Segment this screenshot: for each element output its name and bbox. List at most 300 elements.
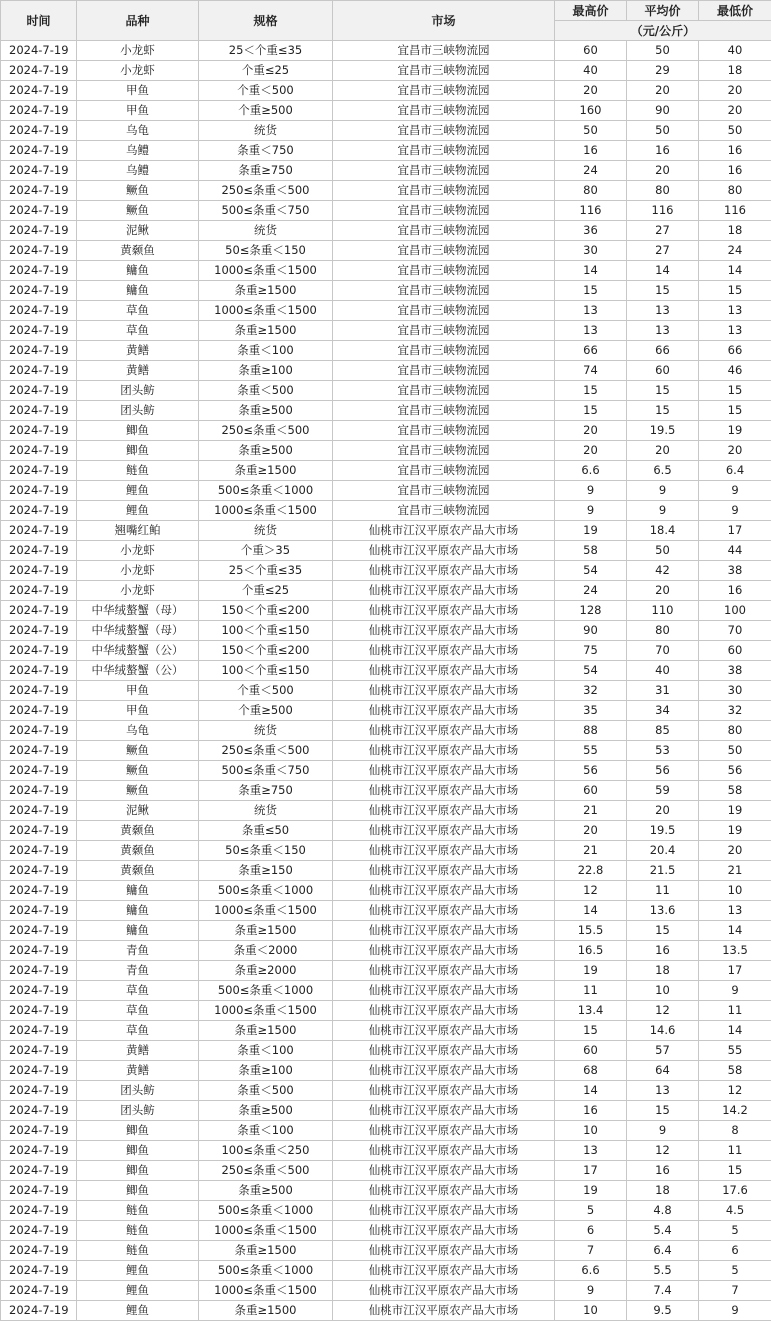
market-cell: 仙桃市江汉平原农产品大市场 [333,761,555,781]
max-price-cell: 19 [555,521,627,541]
market-cell: 仙桃市江汉平原农产品大市场 [333,1181,555,1201]
variety-cell: 黄鳝 [77,1061,199,1081]
date-cell: 2024-7-19 [1,981,77,1001]
min-price-cell: 18 [699,221,771,241]
table-row [1,721,771,741]
min-price-cell: 19 [699,421,771,441]
table-row [1,101,771,121]
spec-cell: 条重≥1500 [199,1021,333,1041]
variety-cell: 鲫鱼 [77,1141,199,1161]
avg-price-cell: 12 [627,1001,699,1021]
spec-cell: 条重≥1500 [199,1301,333,1321]
date-cell: 2024-7-19 [1,1121,77,1141]
market-cell: 宜昌市三峡物流园 [333,261,555,281]
header-market: 市场 [333,1,555,41]
market-cell: 宜昌市三峡物流园 [333,341,555,361]
min-price-cell: 56 [699,761,771,781]
min-price-cell: 19 [699,801,771,821]
avg-price-cell: 59 [627,781,699,801]
market-cell: 宜昌市三峡物流园 [333,381,555,401]
market-cell: 仙桃市江汉平原农产品大市场 [333,941,555,961]
spec-cell: 150＜个重≤200 [199,641,333,661]
date-cell: 2024-7-19 [1,1101,77,1121]
spec-cell: 条重≥2000 [199,961,333,981]
market-cell: 仙桃市江汉平原农产品大市场 [333,881,555,901]
max-price-cell: 6 [555,1221,627,1241]
spec-cell: 条重≥750 [199,161,333,181]
date-cell: 2024-7-19 [1,761,77,781]
header-max-price: 最高价 [555,1,627,21]
min-price-cell: 50 [699,741,771,761]
date-cell: 2024-7-19 [1,161,77,181]
max-price-cell: 5 [555,1201,627,1221]
variety-cell: 黄鳝 [77,361,199,381]
min-price-cell: 80 [699,721,771,741]
date-cell: 2024-7-19 [1,821,77,841]
table-row [1,221,771,241]
market-cell: 宜昌市三峡物流园 [333,421,555,441]
spec-cell: 500≤条重＜1000 [199,981,333,1001]
min-price-cell: 15 [699,281,771,301]
avg-price-cell: 31 [627,681,699,701]
avg-price-cell: 16 [627,1161,699,1181]
spec-cell: 条重＜100 [199,341,333,361]
avg-price-cell: 66 [627,341,699,361]
spec-cell: 250≤条重＜500 [199,181,333,201]
table-row [1,701,771,721]
table-row [1,641,771,661]
market-cell: 仙桃市江汉平原农产品大市场 [333,1101,555,1121]
market-cell: 仙桃市江汉平原农产品大市场 [333,981,555,1001]
spec-cell: 统货 [199,121,333,141]
variety-cell: 团头鲂 [77,401,199,421]
market-cell: 仙桃市江汉平原农产品大市场 [333,1081,555,1101]
spec-cell: 100＜个重≤150 [199,661,333,681]
spec-cell: 条重≥1500 [199,461,333,481]
table-row [1,301,771,321]
market-cell: 仙桃市江汉平原农产品大市场 [333,1281,555,1301]
spec-cell: 统货 [199,801,333,821]
spec-cell: 条重≥100 [199,361,333,381]
avg-price-cell: 20 [627,441,699,461]
min-price-cell: 16 [699,141,771,161]
avg-price-cell: 19.5 [627,821,699,841]
min-price-cell: 38 [699,661,771,681]
spec-cell: 条重＜500 [199,381,333,401]
variety-cell: 鲫鱼 [77,1181,199,1201]
market-cell: 仙桃市江汉平原农产品大市场 [333,1201,555,1221]
spec-cell: 条重≤50 [199,821,333,841]
max-price-cell: 13.4 [555,1001,627,1021]
date-cell: 2024-7-19 [1,1261,77,1281]
market-cell: 仙桃市江汉平原农产品大市场 [333,1161,555,1181]
date-cell: 2024-7-19 [1,1241,77,1261]
min-price-cell: 14 [699,1021,771,1041]
max-price-cell: 16.5 [555,941,627,961]
spec-cell: 统货 [199,721,333,741]
market-cell: 仙桃市江汉平原农产品大市场 [333,901,555,921]
market-cell: 仙桃市江汉平原农产品大市场 [333,741,555,761]
table-row [1,161,771,181]
max-price-cell: 60 [555,1041,627,1061]
min-price-cell: 6 [699,1241,771,1261]
max-price-cell: 20 [555,421,627,441]
date-cell: 2024-7-19 [1,501,77,521]
variety-cell: 草鱼 [77,981,199,1001]
table-row [1,141,771,161]
avg-price-cell: 4.8 [627,1201,699,1221]
max-price-cell: 116 [555,201,627,221]
market-cell: 仙桃市江汉平原农产品大市场 [333,1061,555,1081]
spec-cell: 1000≤条重＜1500 [199,1001,333,1021]
avg-price-cell: 9 [627,481,699,501]
min-price-cell: 13 [699,901,771,921]
max-price-cell: 32 [555,681,627,701]
market-cell: 宜昌市三峡物流园 [333,81,555,101]
date-cell: 2024-7-19 [1,621,77,641]
table-row [1,1101,771,1121]
date-cell: 2024-7-19 [1,561,77,581]
date-cell: 2024-7-19 [1,1041,77,1061]
table-row [1,1041,771,1061]
table-row [1,461,771,481]
max-price-cell: 19 [555,961,627,981]
variety-cell: 小龙虾 [77,561,199,581]
avg-price-cell: 70 [627,641,699,661]
max-price-cell: 20 [555,81,627,101]
spec-cell: 500≤条重＜1000 [199,1261,333,1281]
min-price-cell: 16 [699,161,771,181]
avg-price-cell: 13 [627,301,699,321]
variety-cell: 鲢鱼 [77,461,199,481]
min-price-cell: 46 [699,361,771,381]
avg-price-cell: 85 [627,721,699,741]
date-cell: 2024-7-19 [1,101,77,121]
max-price-cell: 58 [555,541,627,561]
avg-price-cell: 15 [627,921,699,941]
date-cell: 2024-7-19 [1,1201,77,1221]
date-cell: 2024-7-19 [1,81,77,101]
min-price-cell: 30 [699,681,771,701]
min-price-cell: 13 [699,301,771,321]
header-date: 时间 [1,1,77,41]
variety-cell: 鳙鱼 [77,901,199,921]
avg-price-cell: 13 [627,1081,699,1101]
table-row [1,261,771,281]
header-min-price: 最低价 [699,1,771,21]
min-price-cell: 14.2 [699,1101,771,1121]
min-price-cell: 58 [699,1061,771,1081]
min-price-cell: 58 [699,781,771,801]
date-cell: 2024-7-19 [1,1181,77,1201]
avg-price-cell: 6.5 [627,461,699,481]
variety-cell: 黄颡鱼 [77,821,199,841]
variety-cell: 鲤鱼 [77,1301,199,1321]
variety-cell: 草鱼 [77,1021,199,1041]
spec-cell: 500≤条重＜750 [199,761,333,781]
min-price-cell: 60 [699,641,771,661]
date-cell: 2024-7-19 [1,721,77,741]
market-cell: 宜昌市三峡物流园 [333,121,555,141]
table-row [1,1201,771,1221]
max-price-cell: 17 [555,1161,627,1181]
avg-price-cell: 15 [627,1101,699,1121]
table-row [1,941,771,961]
min-price-cell: 16 [699,581,771,601]
market-cell: 仙桃市江汉平原农产品大市场 [333,1261,555,1281]
min-price-cell: 14 [699,921,771,941]
min-price-cell: 9 [699,981,771,1001]
table-row [1,121,771,141]
avg-price-cell: 57 [627,1041,699,1061]
min-price-cell: 8 [699,1121,771,1141]
table-row [1,1121,771,1141]
avg-price-cell: 9 [627,501,699,521]
table-row [1,961,771,981]
avg-price-cell: 56 [627,761,699,781]
spec-cell: 条重＜100 [199,1121,333,1141]
table-row [1,921,771,941]
date-cell: 2024-7-19 [1,641,77,661]
date-cell: 2024-7-19 [1,741,77,761]
variety-cell: 中华绒螯蟹（公） [77,641,199,661]
date-cell: 2024-7-19 [1,121,77,141]
variety-cell: 青鱼 [77,941,199,961]
max-price-cell: 21 [555,841,627,861]
table-row [1,1301,771,1321]
max-price-cell: 16 [555,141,627,161]
table-row [1,341,771,361]
table-row [1,181,771,201]
spec-cell: 个重＞35 [199,541,333,561]
avg-price-cell: 40 [627,661,699,681]
market-cell: 仙桃市江汉平原农产品大市场 [333,1221,555,1241]
max-price-cell: 13 [555,321,627,341]
spec-cell: 条重≥100 [199,1061,333,1081]
market-cell: 仙桃市江汉平原农产品大市场 [333,1301,555,1321]
max-price-cell: 55 [555,741,627,761]
header-price-unit: （元/公斤） [555,21,771,41]
table-row [1,401,771,421]
table-row [1,781,771,801]
max-price-cell: 14 [555,261,627,281]
variety-cell: 黄颡鱼 [77,861,199,881]
date-cell: 2024-7-19 [1,661,77,681]
spec-cell: 个重≤25 [199,61,333,81]
header-spec: 规格 [199,1,333,41]
variety-cell: 鳜鱼 [77,741,199,761]
variety-cell: 小龙虾 [77,41,199,61]
max-price-cell: 15 [555,281,627,301]
min-price-cell: 13 [699,321,771,341]
market-cell: 仙桃市江汉平原农产品大市场 [333,861,555,881]
market-cell: 仙桃市江汉平原农产品大市场 [333,961,555,981]
min-price-cell: 15 [699,381,771,401]
max-price-cell: 36 [555,221,627,241]
date-cell: 2024-7-19 [1,601,77,621]
max-price-cell: 60 [555,781,627,801]
variety-cell: 乌龟 [77,121,199,141]
date-cell: 2024-7-19 [1,941,77,961]
market-cell: 宜昌市三峡物流园 [333,301,555,321]
market-cell: 仙桃市江汉平原农产品大市场 [333,601,555,621]
table-row [1,861,771,881]
table-row [1,201,771,221]
variety-cell: 鲫鱼 [77,1161,199,1181]
variety-cell: 鲫鱼 [77,1121,199,1141]
min-price-cell: 50 [699,121,771,141]
avg-price-cell: 9.5 [627,1301,699,1321]
avg-price-cell: 18 [627,961,699,981]
market-cell: 仙桃市江汉平原农产品大市场 [333,781,555,801]
table-row [1,741,771,761]
spec-cell: 150＜个重≤200 [199,601,333,621]
spec-cell: 条重≥750 [199,781,333,801]
table-row [1,581,771,601]
spec-cell: 条重＜500 [199,1081,333,1101]
avg-price-cell: 7.4 [627,1281,699,1301]
variety-cell: 泥鳅 [77,801,199,821]
date-cell: 2024-7-19 [1,901,77,921]
date-cell: 2024-7-19 [1,1001,77,1021]
max-price-cell: 14 [555,901,627,921]
spec-cell: 1000≤条重＜1500 [199,301,333,321]
spec-cell: 1000≤条重＜1500 [199,1221,333,1241]
date-cell: 2024-7-19 [1,481,77,501]
market-cell: 宜昌市三峡物流园 [333,401,555,421]
date-cell: 2024-7-19 [1,541,77,561]
max-price-cell: 12 [555,881,627,901]
min-price-cell: 9 [699,501,771,521]
table-row [1,1001,771,1021]
spec-cell: 1000≤条重＜1500 [199,901,333,921]
max-price-cell: 16 [555,1101,627,1121]
max-price-cell: 20 [555,441,627,461]
table-row [1,901,771,921]
max-price-cell: 7 [555,1241,627,1261]
max-price-cell: 9 [555,481,627,501]
spec-cell: 条重≥1500 [199,281,333,301]
variety-cell: 乌龟 [77,721,199,741]
variety-cell: 鳙鱼 [77,261,199,281]
market-cell: 仙桃市江汉平原农产品大市场 [333,561,555,581]
min-price-cell: 21 [699,861,771,881]
avg-price-cell: 29 [627,61,699,81]
avg-price-cell: 20 [627,161,699,181]
market-cell: 仙桃市江汉平原农产品大市场 [333,661,555,681]
max-price-cell: 24 [555,581,627,601]
date-cell: 2024-7-19 [1,181,77,201]
variety-cell: 青鱼 [77,961,199,981]
avg-price-cell: 20 [627,81,699,101]
date-cell: 2024-7-19 [1,841,77,861]
min-price-cell: 20 [699,841,771,861]
min-price-cell: 38 [699,561,771,581]
min-price-cell: 5 [699,1221,771,1241]
table-row [1,481,771,501]
date-cell: 2024-7-19 [1,61,77,81]
date-cell: 2024-7-19 [1,421,77,441]
max-price-cell: 21 [555,801,627,821]
max-price-cell: 10 [555,1301,627,1321]
avg-price-cell: 80 [627,621,699,641]
variety-cell: 小龙虾 [77,541,199,561]
date-cell: 2024-7-19 [1,581,77,601]
table-row [1,1241,771,1261]
market-cell: 宜昌市三峡物流园 [333,361,555,381]
variety-cell: 鳜鱼 [77,201,199,221]
spec-cell: 条重≥1500 [199,1241,333,1261]
variety-cell: 团头鲂 [77,1101,199,1121]
table-row [1,801,771,821]
table-row [1,1221,771,1241]
avg-price-cell: 15 [627,401,699,421]
max-price-cell: 68 [555,1061,627,1081]
variety-cell: 草鱼 [77,1001,199,1021]
avg-price-cell: 42 [627,561,699,581]
max-price-cell: 15 [555,381,627,401]
avg-price-cell: 14.6 [627,1021,699,1041]
market-cell: 宜昌市三峡物流园 [333,221,555,241]
variety-cell: 小龙虾 [77,61,199,81]
table-row [1,821,771,841]
max-price-cell: 50 [555,121,627,141]
min-price-cell: 20 [699,441,771,461]
market-cell: 仙桃市江汉平原农产品大市场 [333,681,555,701]
avg-price-cell: 16 [627,141,699,161]
min-price-cell: 55 [699,1041,771,1061]
avg-price-cell: 13 [627,321,699,341]
avg-price-cell: 18 [627,1181,699,1201]
spec-cell: 条重≥500 [199,1101,333,1121]
variety-cell: 黄鳝 [77,341,199,361]
variety-cell: 黄颡鱼 [77,241,199,261]
max-price-cell: 14 [555,1081,627,1101]
min-price-cell: 18 [699,61,771,81]
date-cell: 2024-7-19 [1,1141,77,1161]
spec-cell: 500≤条重＜1000 [199,1201,333,1221]
min-price-cell: 17 [699,521,771,541]
market-cell: 仙桃市江汉平原农产品大市场 [333,921,555,941]
market-cell: 宜昌市三峡物流园 [333,481,555,501]
market-cell: 宜昌市三峡物流园 [333,61,555,81]
market-cell: 仙桃市江汉平原农产品大市场 [333,521,555,541]
variety-cell: 鲢鱼 [77,1201,199,1221]
avg-price-cell: 50 [627,41,699,61]
date-cell: 2024-7-19 [1,1081,77,1101]
min-price-cell: 9 [699,481,771,501]
max-price-cell: 9 [555,501,627,521]
spec-cell: 25＜个重≤35 [199,561,333,581]
spec-cell: 个重＜500 [199,681,333,701]
min-price-cell: 100 [699,601,771,621]
variety-cell: 草鱼 [77,321,199,341]
variety-cell: 鲫鱼 [77,421,199,441]
market-cell: 宜昌市三峡物流园 [333,41,555,61]
table-row [1,1081,771,1101]
spec-cell: 1000≤条重＜1500 [199,261,333,281]
market-cell: 宜昌市三峡物流园 [333,321,555,341]
market-cell: 仙桃市江汉平原农产品大市场 [333,621,555,641]
min-price-cell: 14 [699,261,771,281]
avg-price-cell: 50 [627,541,699,561]
market-cell: 宜昌市三峡物流园 [333,241,555,261]
date-cell: 2024-7-19 [1,1301,77,1321]
market-cell: 宜昌市三峡物流园 [333,101,555,121]
avg-price-cell: 53 [627,741,699,761]
spec-cell: 个重≥500 [199,101,333,121]
date-cell: 2024-7-19 [1,41,77,61]
